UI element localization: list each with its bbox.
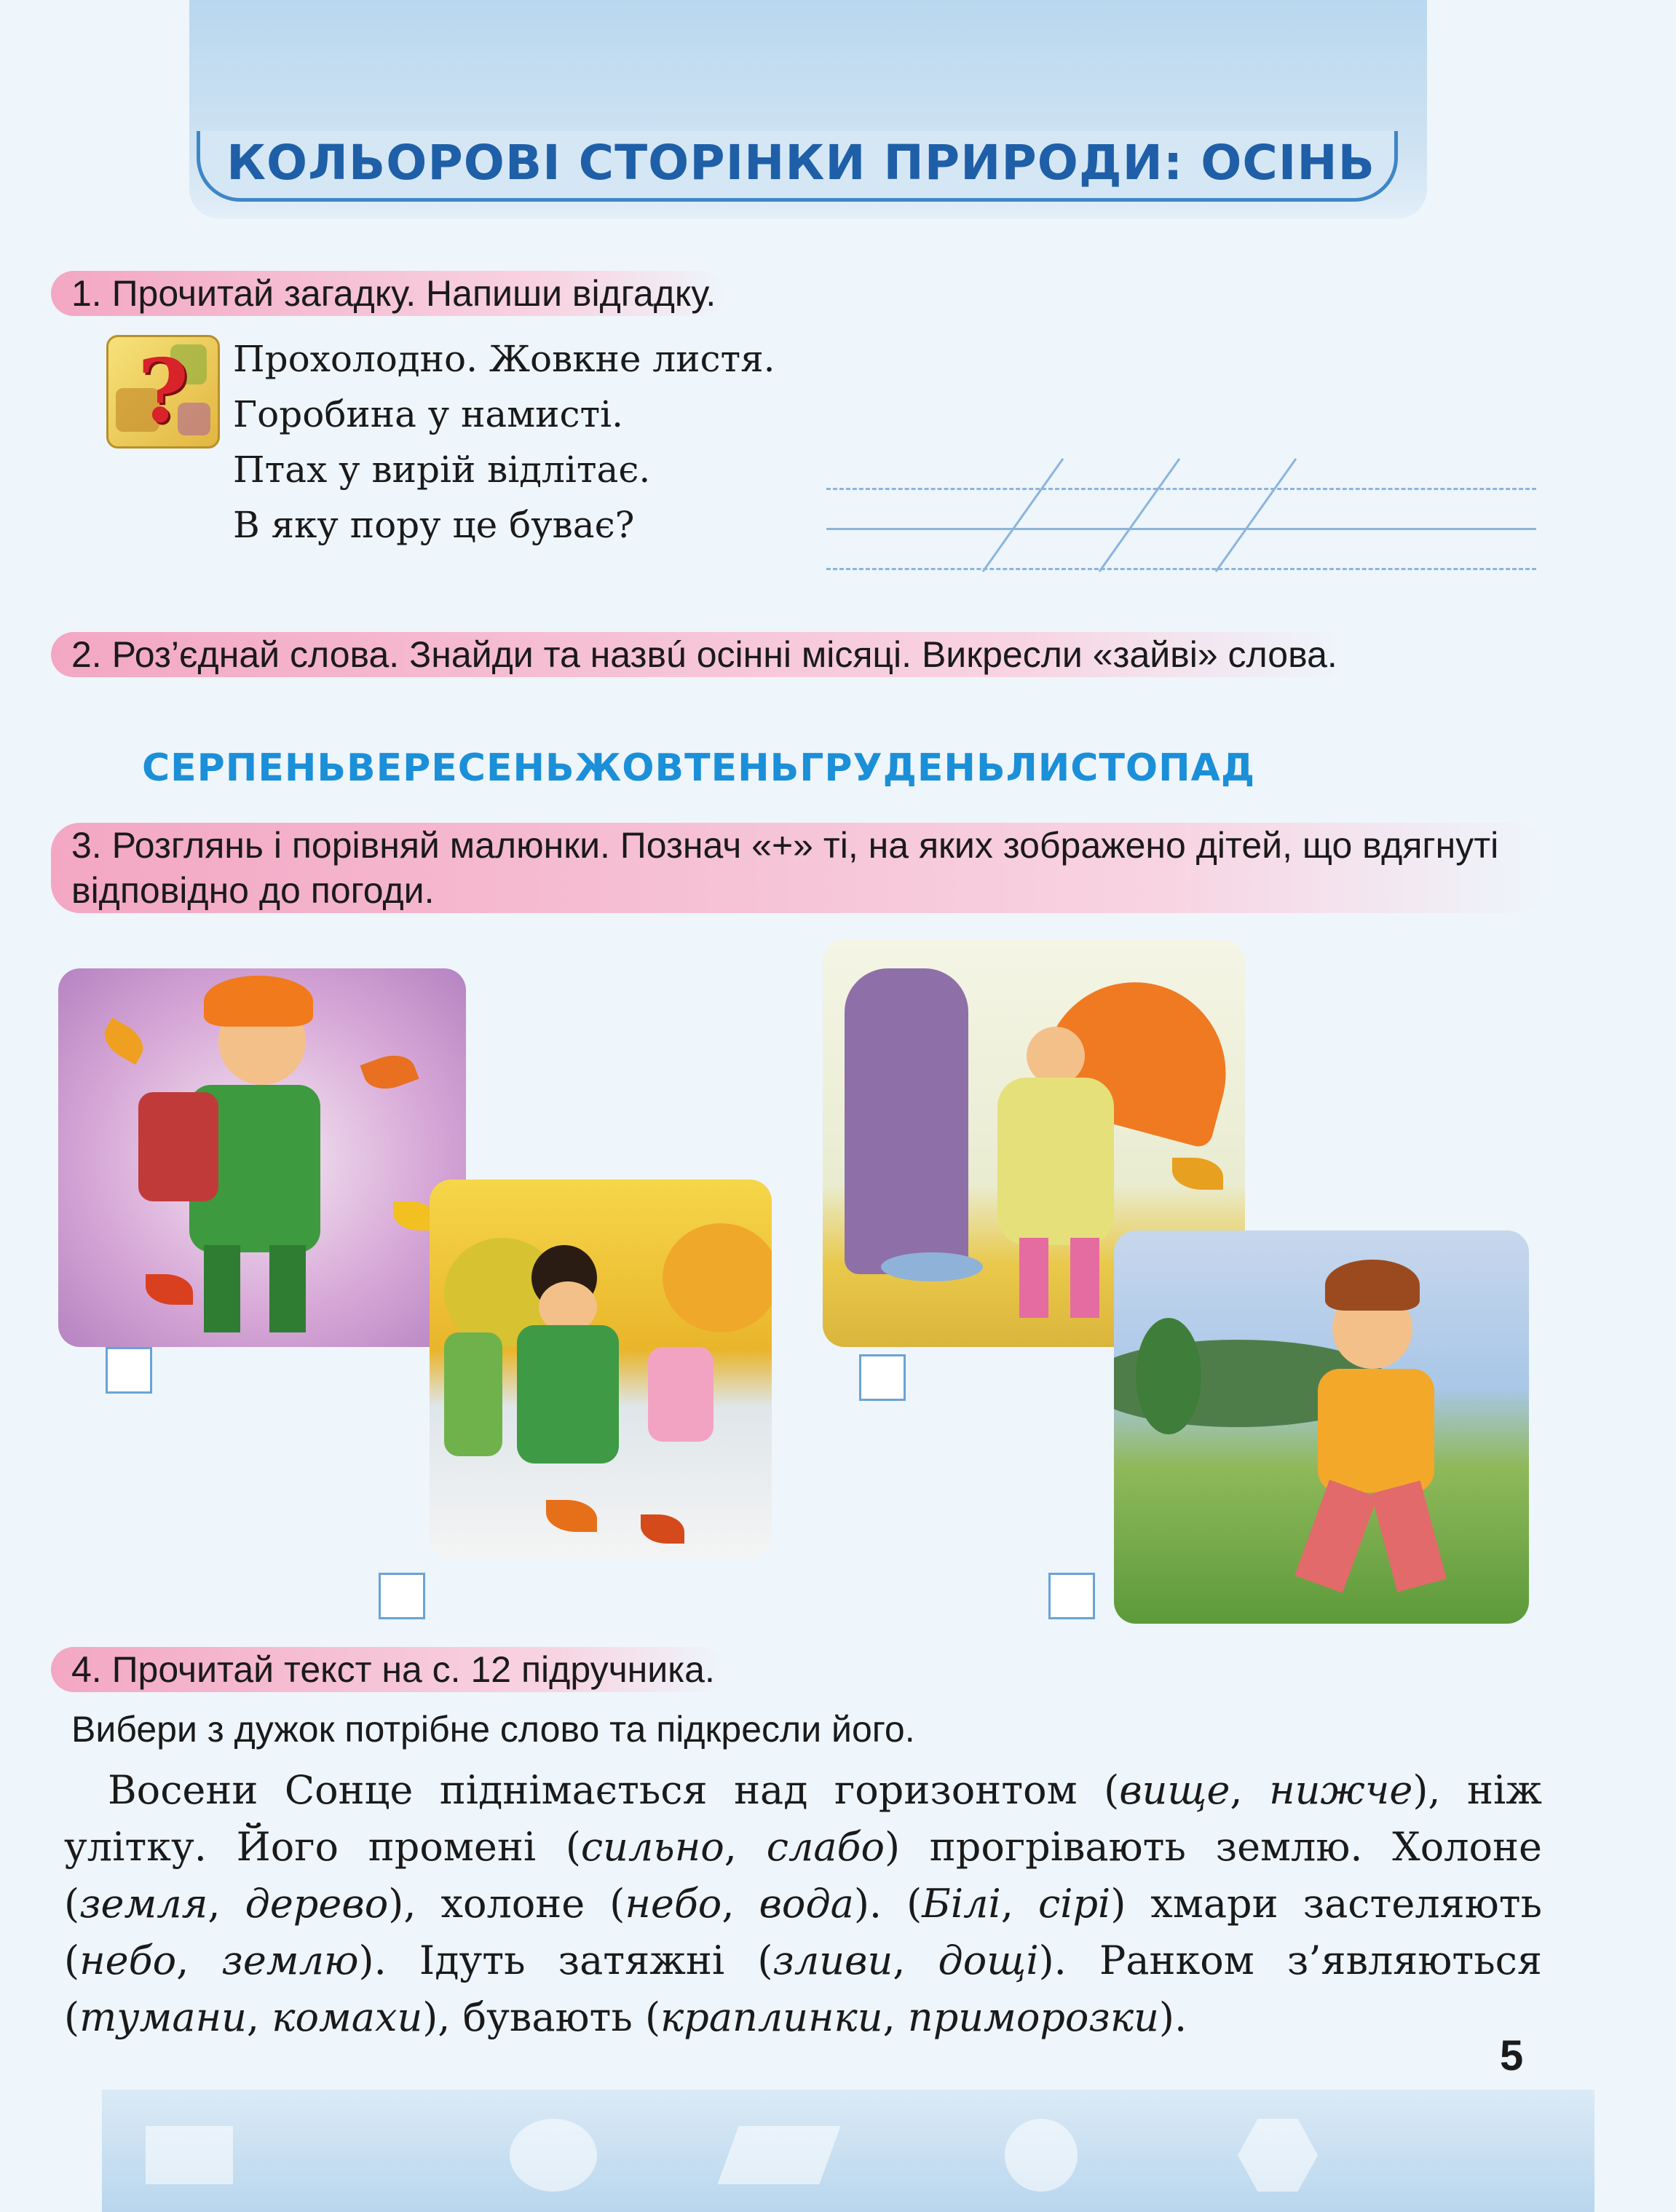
poem-line: Прохолодно. Жовкне листя. [233, 338, 775, 380]
choice-word[interactable]: сірі [1037, 1881, 1111, 1927]
poem-line: Птах у вирій відлітає. [233, 449, 651, 491]
choice-word[interactable]: небо [625, 1881, 722, 1927]
choice-word[interactable]: вище [1119, 1767, 1230, 1813]
choice-word[interactable]: приморозки [907, 1994, 1159, 2040]
riddle-poem [233, 331, 775, 553]
page-title: КОЛЬОРОВІ СТОРІНКИ ПРИРОДИ: ОСІНЬ [226, 135, 1375, 191]
task-3 [51, 823, 1543, 913]
task-2-label: 2. Роз’єднай слова. Знайди та назвú осінні місяці. Викресли «зайві» слова. [51, 632, 1346, 677]
choice-word[interactable]: дерево [245, 1881, 389, 1927]
checkbox-girl-with-umbrella[interactable] [859, 1354, 906, 1401]
choice-word[interactable]: земля [79, 1881, 208, 1927]
checkbox-boy-in-rain[interactable] [1048, 1573, 1095, 1619]
choice-word[interactable]: комахи [272, 1994, 423, 2040]
choice-word[interactable]: слабо [766, 1824, 885, 1870]
choice-word[interactable]: нижче [1269, 1767, 1413, 1813]
task-4 [51, 1647, 1543, 1752]
picture-boy-in-rain [1114, 1231, 1529, 1624]
slant-guides [968, 451, 1303, 575]
checkbox-boy-in-wind[interactable] [106, 1347, 152, 1394]
choice-word[interactable]: сильно [580, 1824, 724, 1870]
choice-word[interactable]: дощі [938, 1938, 1039, 1983]
page-number: 5 [1500, 2032, 1524, 2079]
question-mark-icon: ? [106, 335, 220, 449]
choice-word[interactable]: зливи [772, 1938, 893, 1983]
choice-word[interactable]: вода [759, 1881, 854, 1927]
choice-word[interactable]: краплинки [660, 1994, 883, 2040]
task-4-text: Восени Сонце піднімається над горизонтом (вище, нижче), ніж улітку. Його промені (сильно, слабо) прогрівають землю. Холоне (земля, дерево), холоне (небо, вода). (Білі, сірі) хмари застеляють (небо, землю). Ідуть затяжні (зливи, дощі). Ранком з’являються (тумани, комахи), бувають (краплинки, приморозки). [64, 1767, 1543, 2040]
joined-words: СЕРПЕНЬВЕРЕСЕНЬЖОВТЕНЬГРУДЕНЬЛИСТОПАД [142, 746, 1256, 790]
poem-line: В яку пору це буває? [233, 504, 635, 546]
choice-word[interactable]: тумани [79, 1994, 247, 2040]
choice-word[interactable]: небо [79, 1938, 177, 1983]
task-3-label: 3. Розглянь і порівняй малюнки. Познач «+» ті, на яких зображено дітей, що вдягнуті відповідно до погоди. [51, 823, 1543, 913]
footer-decoration [102, 2090, 1594, 2212]
task-4-label: 4. Прочитай текст на с. 12 підручника. [51, 1647, 724, 1692]
task-1 [51, 271, 724, 316]
task-4-instruction: Вибери з дужок потрібне слово та підкресли його. [71, 1709, 915, 1750]
choice-word[interactable]: землю [221, 1938, 359, 1983]
task-1-label: 1. Прочитай загадку. Напиши відгадку. [51, 271, 724, 316]
picture-children-walking [430, 1180, 772, 1558]
picture-boy-in-wind [58, 968, 466, 1347]
task-2 [51, 632, 1543, 677]
choice-word[interactable]: Білі [922, 1881, 1001, 1927]
checkbox-children-walking[interactable] [379, 1573, 425, 1619]
poem-line: Горобина у намисті. [233, 393, 623, 435]
